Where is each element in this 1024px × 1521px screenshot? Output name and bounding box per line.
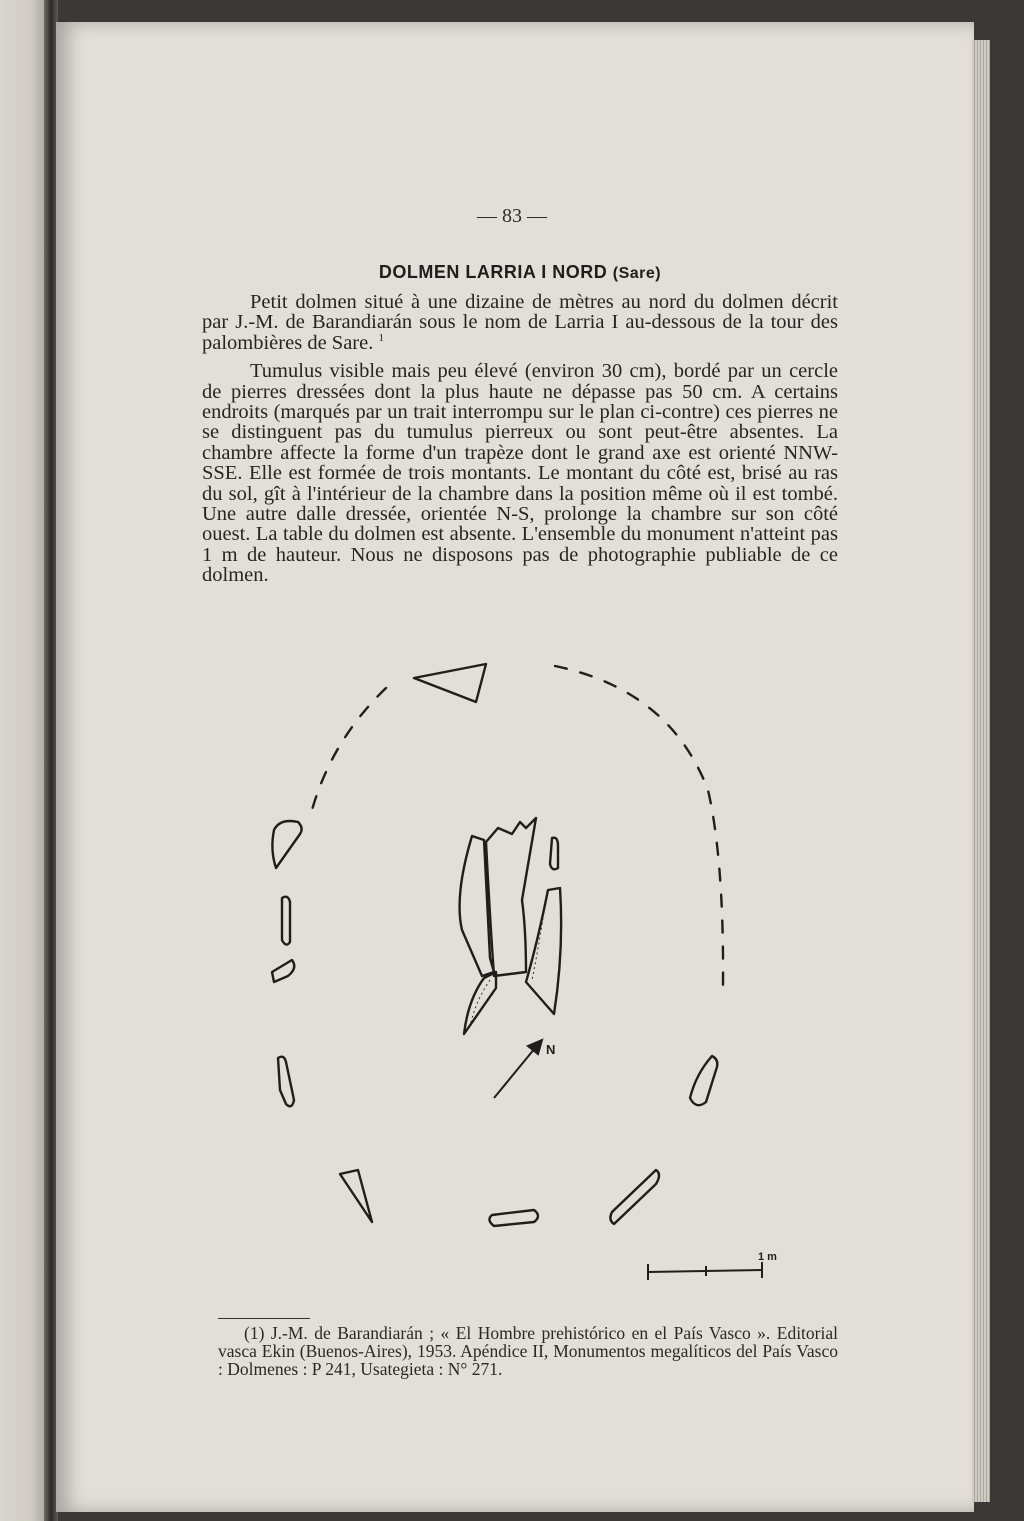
paragraph-2: Tumulus visible mais peu élevé (environ 30 cm), bordé par un cercle de pierres dressées dont la plus haute ne dépasse pas 50 cm. A certains endroits (marqués par un trait interrompu sur le plan ci-contre) ces pierres ne se distinguent pas du tumulus pierreux ou sont peut-être absentes. La chambre affecte la forme d'un trapèze dont le grand axe est orienté NNW-SSE. Elle est formée de trois montants. Le montant du côté est, brisé au ras du sol, gît à l'intérieur de la chambre dans la position même où il est tombé. Une autre dalle dressée, orientée N-S, prolonge la chambre sur son côté ouest. La table du dolmen est absente. L'ensemble du monument n'atteint pas 1 m de hauteur. Nous ne disposons pas de photographie publiable de ce dolmen.: [202, 360, 838, 587]
stone-west-1: [272, 821, 301, 868]
footnote: [218, 1324, 838, 1378]
chamber-east-slab: [526, 888, 561, 1014]
stone-east: [690, 1056, 717, 1105]
stone-southeast: [610, 1170, 659, 1224]
stone-west-3: [272, 960, 294, 982]
dolmen-plan-figure: [250, 650, 810, 1300]
footnote-marker: 1: [378, 331, 384, 344]
page-number: — 83 —: [477, 205, 547, 227]
dashed-tumulus-outline-left: [312, 688, 386, 810]
stone-south: [489, 1210, 538, 1226]
paragraph-1: [202, 292, 838, 353]
scale-bar: [648, 1262, 762, 1280]
paragraph-1-text: Petit dolmen situé à une dizaine de mètres au nord du dolmen décrit par J.-M. de Barandiarán sous le nom de Larria I au-dessous de la tour des palombières de Sare.: [202, 291, 838, 354]
north-label: N: [546, 1042, 556, 1057]
chamber-fallen-slab: [486, 818, 536, 976]
footnote-text: (1) J.-M. de Barandiarán ; « El Hombre prehistórico en el País Vasco ». Editorial vasca Ekin (Buenos-Aires), 1953. Apéndice II, Monumentos megalíticos del País Vasco : Dolmenes : P 241, Usategieta : N° 271.: [218, 1323, 838, 1379]
page-stack-edge: [972, 40, 990, 1502]
footnote-rule: [218, 1318, 310, 1319]
stone-west-2: [282, 897, 290, 945]
stone-north: [414, 664, 486, 702]
article-body: [202, 292, 838, 594]
stone-west-4: [278, 1057, 294, 1107]
scale-label: 1 m: [758, 1251, 777, 1263]
north-arrow: [494, 1040, 542, 1098]
dashed-tumulus-outline-right: [555, 666, 723, 985]
heading-title: DOLMEN LARRIA I NORD: [378, 262, 608, 282]
heading-place: (Sare): [612, 265, 662, 282]
chamber-north-slab: [550, 838, 558, 870]
article-heading: [200, 262, 840, 283]
chamber-south-slab: [464, 972, 496, 1034]
stone-southwest: [340, 1170, 372, 1222]
